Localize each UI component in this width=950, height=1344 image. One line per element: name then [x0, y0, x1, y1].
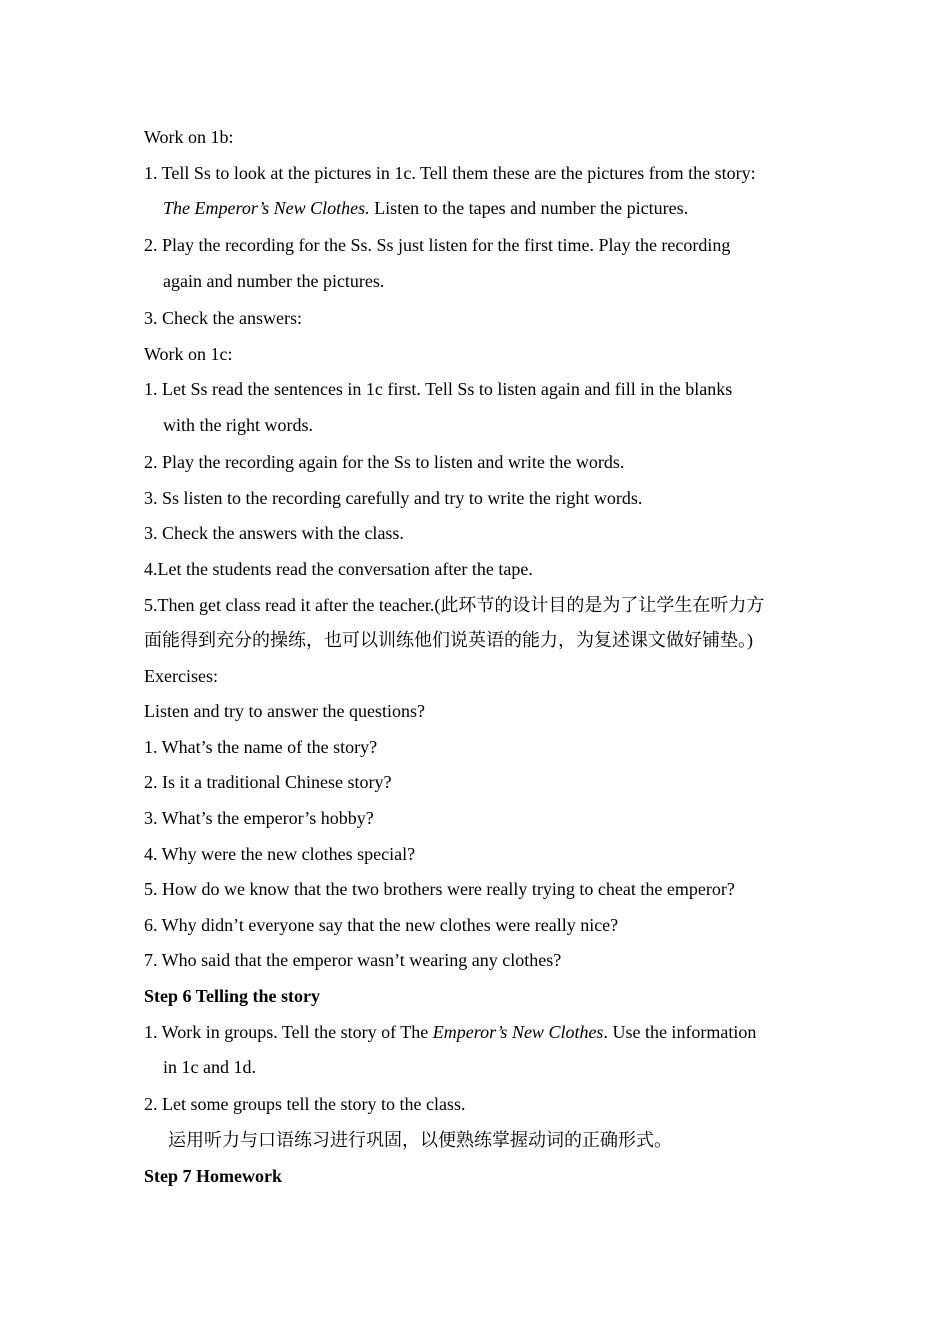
work-1b-item-3: 3. Check the answers: — [144, 308, 302, 329]
work-1c-item-5: 5.Then get class read it after the teacher.(此环节的设计目的是为了让学生在听力方 — [144, 594, 765, 615]
story-title-step-6: Emperor’s New Clothes — [432, 1021, 604, 1042]
work-1b-item-2-continued: again and number the pictures. — [163, 270, 385, 291]
question-5: 5. How do we know that the two brothers were really trying to cheat the emperor? — [144, 879, 735, 900]
work-1c-item-5-continued: 面能得到充分的操练，也可以训练他们说英语的能力，为复述课文做好铺垫。) — [144, 630, 753, 651]
step-6-item-1 — [144, 1019, 824, 1055]
step-6-item-1-end: . Use the information — [603, 1021, 757, 1042]
step-6-item-1-continued: in 1c and 1d. — [163, 1057, 256, 1078]
work-1c-item-3: 3. Ss listen to the recording carefully and try to write the right words. — [144, 487, 643, 508]
step-6-heading: Step 6 Telling the story — [144, 986, 321, 1007]
question-4: 4. Why were the new clothes special? — [144, 843, 416, 864]
work-1c-item-3b: 3. Check the answers with the class. — [144, 523, 404, 544]
work-1c-item-1-continued: with the right words. — [163, 414, 313, 435]
document-page — [144, 124, 824, 1198]
work-1b-item-2: 2. Play the recording for the Ss. Ss just listen for the first time. Play the recording — [144, 235, 731, 256]
work-1b-item-1-continued — [144, 195, 824, 232]
work-1b-heading: Work on 1b: — [144, 127, 234, 147]
exercises-heading: Exercises: — [144, 665, 218, 686]
step-6-item-2: 2. Let some groups tell the story to the class. — [144, 1094, 466, 1115]
work-1c-item-2: 2. Play the recording again for the Ss to listen and write the words. — [144, 452, 625, 473]
work-1c-heading: Work on 1c: — [144, 343, 233, 364]
question-2: 2. Is it a traditional Chinese story? — [144, 772, 392, 793]
exercises-intro: Listen and try to answer the questions? — [144, 701, 425, 722]
work-1c-item-4: 4.Let the students read the conversation after the tape. — [144, 558, 533, 579]
question-7: 7. Who said that the emperor wasn’t wearing any clothes? — [144, 950, 562, 971]
question-6: 6. Why didn’t everyone say that the new clothes were really nice? — [144, 914, 619, 935]
work-1c-item-1: 1. Let Ss read the sentences in 1c first. Tell Ss to listen again and fill in the blanks — [144, 379, 733, 400]
step-7-heading: Step 7 Homework — [144, 1165, 282, 1186]
work-1b-item-1-rest: Listen to the tapes and number the pictures. — [369, 198, 689, 219]
step-6-item-1-start: 1. Work in groups. Tell the story of The — [144, 1021, 433, 1042]
question-1: 1. What’s the name of the story? — [144, 736, 378, 757]
step-6-note: 运用听力与口语练习进行巩固，以便熟练掌握动词的正确形式。 — [168, 1130, 672, 1150]
work-1b-item-1: 1. Tell Ss to look at the pictures in 1c. Tell them these are the pictures from the story: — [144, 162, 756, 183]
question-3: 3. What’s the emperor’s hobby? — [144, 808, 374, 829]
story-title: The Emperor’s New Clothes. — [163, 198, 370, 219]
